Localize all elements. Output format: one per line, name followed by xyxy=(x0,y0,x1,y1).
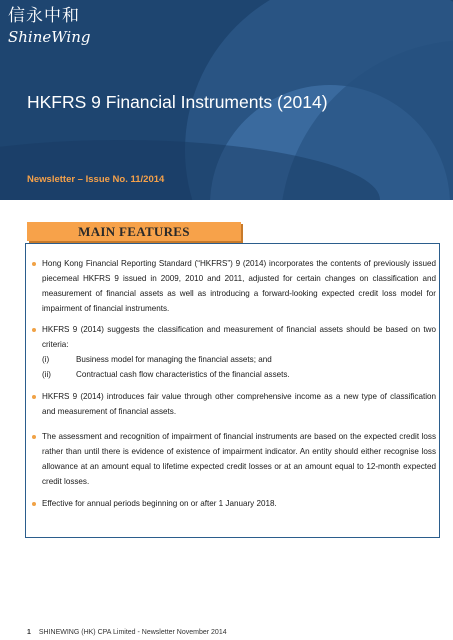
list-item xyxy=(32,389,436,419)
bullet-icon xyxy=(32,395,36,399)
main-features-box xyxy=(25,243,440,538)
list-item-text: HKFRS 9 (2014) introduces fair value through other comprehensive income as a new type of classification and measurement of financial assets. xyxy=(42,392,436,416)
list-item-text: The assessment and recognition of impairment of financial instruments are based on the expected credit loss rather than until there is evidence of existence of impairment indicator. An entity should either recognise loss allowance at an amount equal to lifetime expected credit losses or at an amount equal to 12-month expected credit losses. xyxy=(42,432,436,486)
newsletter-issue: Newsletter – Issue No. 11/2014 xyxy=(27,174,165,185)
header-banner xyxy=(0,0,453,200)
list-item xyxy=(32,256,436,316)
bullet-icon xyxy=(32,435,36,439)
bullet-icon xyxy=(32,502,36,506)
sub-item-text: Business model for managing the financial assets; and xyxy=(76,355,272,364)
sub-item-number: (i) xyxy=(42,355,50,364)
logo-chinese-text: 信永中和 xyxy=(8,6,80,26)
list-item xyxy=(32,322,436,382)
page-footer xyxy=(27,629,227,636)
footer-text: SHINEWING (HK) CPA Limited - Newsletter November 2014 xyxy=(38,629,227,636)
sub-item xyxy=(42,367,436,382)
page-number: 1 xyxy=(27,629,31,636)
logo-english-text: ShineWing xyxy=(8,28,91,46)
section-heading-bar xyxy=(27,222,241,241)
bullet-icon xyxy=(32,262,36,266)
list-item xyxy=(32,429,436,489)
list-item-text: Hong Kong Financial Reporting Standard (“HKFRS”) 9 (2014) incorporates the contents of previously issued piecemeal HKFRS 9 issued in 2009, 2010 and 2011, adjusted for certain changes on classification and measurement of financial assets as well as introducing a forward-looking expected credit loss model for impairment of financial instruments. xyxy=(42,259,436,313)
list-item-text: HKFRS 9 (2014) suggests the classification and measurement of financial assets should be based on two criteria: xyxy=(42,325,436,349)
list-item xyxy=(32,496,436,511)
sub-item-text: Contractual cash flow characteristics of the financial assets. xyxy=(76,370,290,379)
shinewing-logo xyxy=(8,6,91,52)
sub-item xyxy=(42,352,436,367)
section-heading: MAIN FEATURES xyxy=(78,223,190,239)
list-item-text: Effective for annual periods beginning on or after 1 January 2018. xyxy=(42,499,277,508)
page-title: HKFRS 9 Financial Instruments (2014) xyxy=(27,92,328,112)
bullet-icon xyxy=(32,328,36,332)
sub-item-number: (ii) xyxy=(42,370,51,379)
